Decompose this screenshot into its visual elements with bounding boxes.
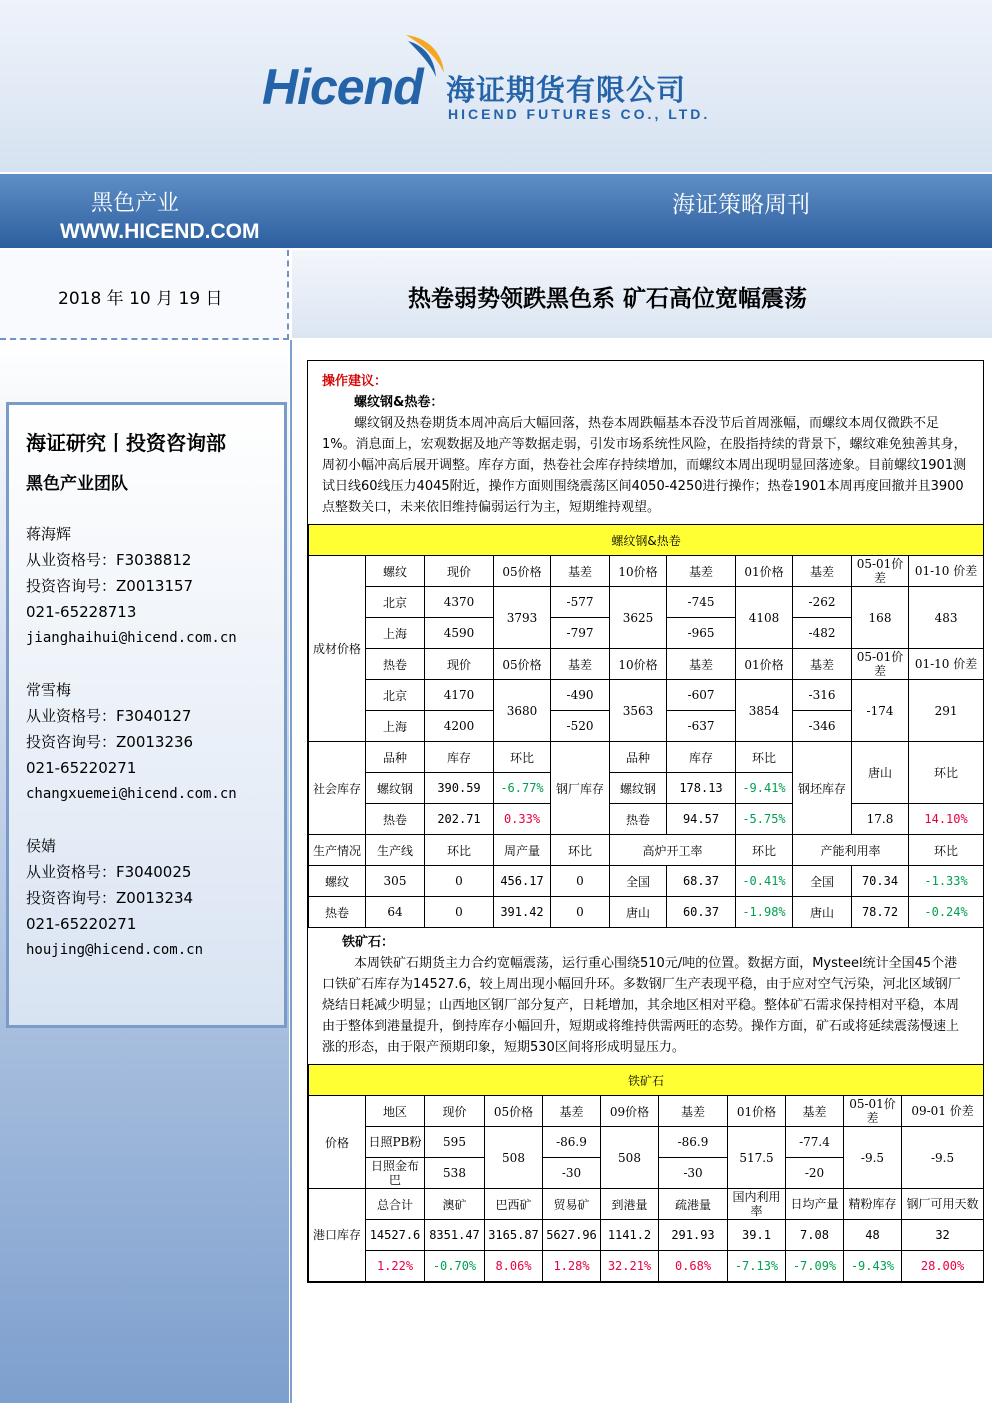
- table-cell: -637: [667, 711, 736, 742]
- table-cell: -316: [793, 680, 852, 711]
- table-cell: 94.57: [667, 804, 736, 835]
- table-cell: 595: [425, 1127, 485, 1158]
- table-row: [309, 1220, 984, 1251]
- table-cell: 北京: [366, 587, 425, 618]
- table-cell: 483: [909, 587, 984, 649]
- column-header: 基差: [543, 1096, 601, 1127]
- table-cell: -0.41%: [736, 866, 793, 897]
- table-cell: 508: [485, 1127, 543, 1189]
- publication-label: 海证策略周刊: [672, 192, 810, 218]
- email-link[interactable]: houjing@hicend.com.cn: [26, 942, 204, 958]
- table-cell: 48: [844, 1220, 902, 1251]
- email-link[interactable]: jianghaihui@hicend.com.cn: [26, 630, 237, 646]
- table-cell: 64: [366, 897, 425, 928]
- table-row: [309, 897, 984, 928]
- column-header: 基差: [786, 1096, 844, 1127]
- consulting-number: 投资咨询号：Z0013234: [26, 889, 194, 907]
- column-header: 国内利用率: [728, 1189, 786, 1220]
- table-cell: -30: [543, 1158, 601, 1189]
- table-cell: 0: [425, 897, 494, 928]
- title-box: [292, 250, 992, 338]
- table-cell: 3680: [494, 680, 551, 742]
- table-title-row: [309, 525, 984, 556]
- table-cell: 7.08: [786, 1220, 844, 1251]
- column-header: 05-01价差: [852, 556, 909, 587]
- table-cell: -6.77%: [494, 773, 551, 804]
- table-cell: 5627.96: [543, 1220, 601, 1251]
- table-cell: -30: [659, 1158, 728, 1189]
- table-cell: 螺纹钢: [366, 773, 425, 804]
- table-cell: -577: [551, 587, 610, 618]
- column-header: 05价格: [494, 556, 551, 587]
- table-cell: 1.28%: [543, 1251, 601, 1282]
- column-header: 到港量: [601, 1189, 659, 1220]
- table-cell: -5.75%: [736, 804, 793, 835]
- column-header: 环比: [736, 835, 793, 866]
- column-header: 基差: [659, 1096, 728, 1127]
- table-cell: 168: [852, 587, 909, 649]
- table-cell: 17.8: [852, 804, 909, 835]
- ore-table-title: 铁矿石: [309, 1065, 984, 1096]
- ore-price-label: 价格: [309, 1096, 366, 1189]
- table-title-row: [309, 1065, 984, 1096]
- column-header: 精粉库存: [844, 1189, 902, 1220]
- steel-table: [308, 524, 984, 928]
- email-link[interactable]: changxuemei@hicend.com.cn: [26, 786, 237, 802]
- table-cell: 上海: [366, 711, 425, 742]
- column-header: 基差: [551, 649, 610, 680]
- column-header: 螺纹: [366, 556, 425, 587]
- analyst-name: 常雪梅: [26, 681, 72, 699]
- table-cell: 1141.2: [601, 1220, 659, 1251]
- qualification-number: 从业资格号：F3040025: [26, 863, 192, 881]
- table-cell: -86.9: [659, 1127, 728, 1158]
- steel-subheading: 螺纹钢&热卷：: [354, 395, 444, 410]
- consulting-number: 投资咨询号：Z0013157: [26, 577, 194, 595]
- column-header: 现价: [425, 556, 494, 587]
- table-row: [309, 649, 984, 680]
- table-cell: -9.43%: [844, 1251, 902, 1282]
- mill-inventory-label: 钢厂库存: [551, 742, 610, 835]
- phone-number: 021-65228713: [26, 603, 137, 621]
- ore-paragraph: 本周铁矿石期货主力合约宽幅震荡，运行重心围绕510元/吨的位置。数据方面，Mysteel统计全国45个港口铁矿石库存为14527.6，较上周出现小幅回升环。多数钢厂生产表现平稳，由于应对空气污染，河北区域钢厂烧结日耗减少明显；山西地区钢厂部分复产，日耗增加，其余地区相对平稳。整体矿石需求保持相对平稳，本周由于整体到港量提升，倒持库存小幅回升，短期或将维持供需两旺的态势。操作方面，矿石或将延续震荡慢速上涨的形态，由于限产预期印象，短期530区间将形成明显压力。: [322, 956, 961, 1055]
- table-cell: -607: [667, 680, 736, 711]
- column-header: 基差: [793, 556, 852, 587]
- column-header: 周产量: [494, 835, 551, 866]
- table-cell: 3165.87: [485, 1220, 543, 1251]
- social-inventory-label: 社会库存: [309, 742, 366, 835]
- table-row: [309, 1127, 984, 1158]
- column-header: 唐山: [852, 742, 909, 804]
- phone-number: 021-65220271: [26, 915, 137, 933]
- table-cell: 热卷: [610, 804, 667, 835]
- table-cell: 0.33%: [494, 804, 551, 835]
- column-header: 贸易矿: [543, 1189, 601, 1220]
- column-header: 10价格: [610, 556, 667, 587]
- table-cell: 4170: [425, 680, 494, 711]
- department-name: 海证研究丨投资咨询部: [26, 431, 226, 455]
- table-cell: -262: [793, 587, 852, 618]
- column-divider: [290, 340, 292, 1403]
- report-title: 热卷弱势领跌黑色系 矿石高位宽幅震荡: [408, 286, 808, 312]
- date-box: [0, 250, 289, 340]
- website-label: WWW.HICEND.COM: [60, 220, 260, 243]
- table-cell: 39.1: [728, 1220, 786, 1251]
- column-header: 品种: [366, 742, 425, 773]
- steel-paragraph: 螺纹钢及热卷期货本周冲高后大幅回落，热卷本周跌幅基本吞没节后首周涨幅，而螺纹本周仅微跌不足1%。消息面上，宏观数据及地产等数据走弱，引发市场系统性风险，在股指持续的背景下，螺纹难免独善其身，周初小幅冲高后展开调整。库存方面，热卷社会库存持续增加，而螺纹本周出现明显回落迹象。目前螺纹1901测试日线60线压力4045附近，操作方面则围绕震荡区间4050-4250进行操作；热卷1901本周再度回撤并且3900点整数关口，未来依旧维持偏弱运行为主，短期维持观望。: [322, 416, 967, 515]
- column-header: 热卷: [366, 649, 425, 680]
- column-header: 现价: [425, 1096, 485, 1127]
- table-cell: 0: [551, 866, 610, 897]
- analyst-card: [26, 677, 237, 807]
- table-cell: 热卷: [309, 897, 366, 928]
- port-inventory-label: 港口库存: [309, 1189, 366, 1282]
- column-header: 01-10 价差: [909, 649, 984, 680]
- table-cell: 上海: [366, 618, 425, 649]
- table-row: [309, 804, 984, 835]
- column-header: 基差: [667, 649, 736, 680]
- table-cell: -9.41%: [736, 773, 793, 804]
- column-header: 05价格: [485, 1096, 543, 1127]
- table-cell: -20: [786, 1158, 844, 1189]
- column-header: 01价格: [728, 1096, 786, 1127]
- table-cell: 0: [425, 866, 494, 897]
- table-cell: 0: [551, 897, 610, 928]
- table-cell: 4590: [425, 618, 494, 649]
- table-cell: 螺纹钢: [610, 773, 667, 804]
- sidebar: [0, 340, 289, 1403]
- column-header: 环比: [909, 835, 984, 866]
- column-header: 澳矿: [425, 1189, 485, 1220]
- column-header: 环比: [551, 835, 610, 866]
- steel-commentary: [308, 361, 983, 524]
- column-header: 总合计: [366, 1189, 425, 1220]
- table-cell: 291.93: [659, 1220, 728, 1251]
- table-cell: 唐山: [793, 897, 852, 928]
- column-header: 01价格: [736, 556, 793, 587]
- table-cell: -1.98%: [736, 897, 793, 928]
- column-header: 生产情况: [309, 835, 366, 866]
- consulting-number: 投资咨询号：Z0013236: [26, 733, 194, 751]
- qualification-number: 从业资格号：F3040127: [26, 707, 192, 725]
- table-cell: 291: [909, 680, 984, 742]
- table-cell: -86.9: [543, 1127, 601, 1158]
- table-row: [309, 742, 984, 773]
- table-row: [309, 1251, 984, 1282]
- table-cell: 391.42: [494, 897, 551, 928]
- table-cell: 全国: [793, 866, 852, 897]
- table-cell: 456.17: [494, 866, 551, 897]
- table-cell: 3854: [736, 680, 793, 742]
- table-row: [309, 866, 984, 897]
- table-cell: 390.59: [425, 773, 494, 804]
- table-cell: -965: [667, 618, 736, 649]
- table-cell: -0.24%: [909, 897, 984, 928]
- table-cell: -1.33%: [909, 866, 984, 897]
- column-header: 09价格: [601, 1096, 659, 1127]
- billet-inventory-label: 钢坯库存: [793, 742, 852, 835]
- table-cell: 508: [601, 1127, 659, 1189]
- analyst-card: [26, 521, 237, 651]
- table-cell: 305: [366, 866, 425, 897]
- table-cell: -520: [551, 711, 610, 742]
- table-cell: 538: [425, 1158, 485, 1189]
- company-name-cn: 海证期货有限公司: [446, 73, 687, 107]
- table-cell: 28.00%: [902, 1251, 984, 1282]
- column-header: 环比: [425, 835, 494, 866]
- table-cell: -0.70%: [425, 1251, 485, 1282]
- ore-commentary: [308, 928, 983, 1064]
- table-cell: -77.4: [786, 1127, 844, 1158]
- table-cell: -745: [667, 587, 736, 618]
- column-header: 10价格: [610, 649, 667, 680]
- table-cell: 68.37: [667, 866, 736, 897]
- table-cell: -797: [551, 618, 610, 649]
- table-cell: 202.71: [425, 804, 494, 835]
- table-cell: -7.09%: [786, 1251, 844, 1282]
- column-header: 现价: [425, 649, 494, 680]
- table-row: [309, 1189, 984, 1220]
- column-header: 环比: [909, 742, 984, 804]
- ore-subheading: 铁矿石：: [342, 935, 395, 950]
- table-cell: -490: [551, 680, 610, 711]
- table-cell: -9.5: [902, 1127, 984, 1189]
- table-cell: 3563: [610, 680, 667, 742]
- table-row: [309, 1096, 984, 1127]
- table-row: [309, 680, 984, 711]
- column-header: 基差: [793, 649, 852, 680]
- table-cell: -9.5: [844, 1127, 902, 1189]
- column-header: 库存: [667, 742, 736, 773]
- column-header: 疏港量: [659, 1189, 728, 1220]
- column-header: 环比: [494, 742, 551, 773]
- table-cell: 178.13: [667, 773, 736, 804]
- logo-header: [0, 0, 992, 172]
- phone-number: 021-65220271: [26, 759, 137, 777]
- logo-wordmark: Hicend: [262, 59, 423, 115]
- table-cell: 70.34: [852, 866, 909, 897]
- column-header: 品种: [610, 742, 667, 773]
- steel-table-title: 螺纹钢&热卷: [309, 525, 984, 556]
- table-cell: 4200: [425, 711, 494, 742]
- table-cell: 日照金布巴: [366, 1158, 425, 1189]
- column-header: 基差: [551, 556, 610, 587]
- table-cell: 60.37: [667, 897, 736, 928]
- column-header: 地区: [366, 1096, 425, 1127]
- table-cell: 32.21%: [601, 1251, 659, 1282]
- table-cell: 唐山: [610, 897, 667, 928]
- column-header: 05-01价差: [844, 1096, 902, 1127]
- table-cell: 8351.47: [425, 1220, 485, 1251]
- column-header: 巴西矿: [485, 1189, 543, 1220]
- qualification-number: 从业资格号：F3038812: [26, 551, 192, 569]
- table-cell: 8.06%: [485, 1251, 543, 1282]
- table-cell: 14527.6: [366, 1220, 425, 1251]
- column-header: 05价格: [494, 649, 551, 680]
- column-header: 日均产量: [786, 1189, 844, 1220]
- column-header: 01-10 价差: [909, 556, 984, 587]
- column-header: 产能利用率: [793, 835, 909, 866]
- table-cell: 全国: [610, 866, 667, 897]
- column-header: 05-01价差: [852, 649, 909, 680]
- table-cell: 北京: [366, 680, 425, 711]
- table-cell: -346: [793, 711, 852, 742]
- operation-advice-heading: 操作建议：: [322, 374, 388, 389]
- table-cell: 78.72: [852, 897, 909, 928]
- analyst-name: 侯婧: [26, 837, 57, 855]
- column-header: 生产线: [366, 835, 425, 866]
- ore-table: [308, 1064, 984, 1282]
- table-cell: 4370: [425, 587, 494, 618]
- table-cell: 3625: [610, 587, 667, 649]
- table-cell: 螺纹: [309, 866, 366, 897]
- company-name-en: HICEND FUTURES CO., LTD.: [448, 106, 711, 122]
- table-cell: -7.13%: [728, 1251, 786, 1282]
- column-header: 钢厂可用天数: [902, 1189, 984, 1220]
- table-row: [309, 835, 984, 866]
- header-band: [0, 172, 992, 248]
- table-cell: -174: [852, 680, 909, 742]
- team-name: 黑色产业团队: [26, 474, 128, 494]
- table-cell: 4108: [736, 587, 793, 649]
- column-header: 库存: [425, 742, 494, 773]
- column-header: 基差: [667, 556, 736, 587]
- table-cell: 14.10%: [909, 804, 984, 835]
- column-header: 环比: [736, 742, 793, 773]
- table-cell: 0.68%: [659, 1251, 728, 1282]
- table-row: [309, 587, 984, 618]
- table-row: [309, 556, 984, 587]
- analyst-card: [26, 833, 203, 963]
- contact-box: [6, 402, 287, 1028]
- finished-price-label: 成材价格: [309, 556, 366, 742]
- table-cell: -482: [793, 618, 852, 649]
- column-header: 09-01 价差: [902, 1096, 984, 1127]
- report-date: 2018 年 10 月 19 日: [58, 289, 223, 309]
- table-cell: 32: [902, 1220, 984, 1251]
- main-content: [307, 360, 984, 1283]
- table-cell: 热卷: [366, 804, 425, 835]
- column-header: 01价格: [736, 649, 793, 680]
- sector-label: 黑色产业: [91, 191, 180, 216]
- column-header: 高炉开工率: [610, 835, 736, 866]
- table-cell: 日照PB粉: [366, 1127, 425, 1158]
- table-cell: 3793: [494, 587, 551, 649]
- table-cell: 517.5: [728, 1127, 786, 1189]
- analyst-name: 蒋海辉: [26, 525, 72, 543]
- table-cell: 1.22%: [366, 1251, 425, 1282]
